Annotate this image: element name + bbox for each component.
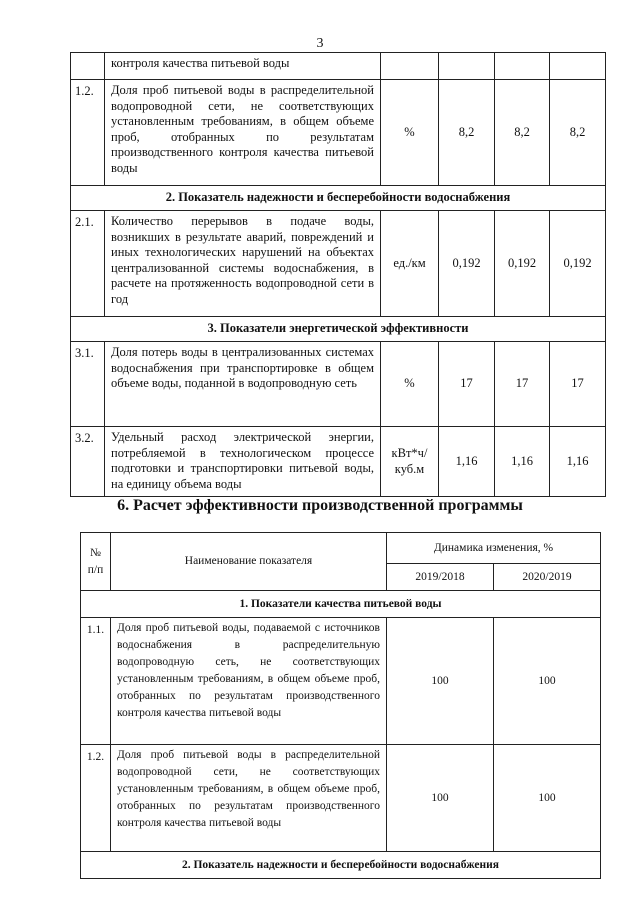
indicator-description: контроля качества питьевой воды <box>105 53 381 80</box>
value-cell <box>439 53 495 80</box>
table-row <box>71 211 606 317</box>
value-cell: 1,16 <box>439 427 495 497</box>
section-row <box>71 317 606 342</box>
page-number: 3 <box>316 36 324 51</box>
row-number: 1.1. <box>81 618 111 745</box>
value-cell: 8,2 <box>439 80 495 186</box>
section-title: 6. Расчет эффективности производственной программы <box>117 497 523 514</box>
row-number <box>71 53 105 80</box>
value-cell: 0,192 <box>550 211 606 317</box>
value-cell: 100 <box>494 618 601 745</box>
unit-cell: % <box>381 342 439 427</box>
table-row <box>71 427 606 497</box>
value-cell: 100 <box>387 745 494 852</box>
header-period: 2020/2019 <box>494 564 601 591</box>
efficiency-table <box>80 532 601 879</box>
header-number: № п/п <box>81 533 111 591</box>
indicator-description: Доля потерь воды в централизованных системах водоснабжения при транспортировке в общем объеме воды, поданной в водопроводную сеть <box>105 342 381 427</box>
indicator-description: Доля проб питьевой воды в распределительной водопроводной сети, не соответствующих установленным требованиям, в общем объеме проб, отобранных по результатам производственного контроля качества питьевой воды <box>111 745 387 852</box>
section-row <box>71 186 606 211</box>
value-cell <box>550 53 606 80</box>
indicator-description: Удельный расход электрической энергии, потребляемой в технологическом процессе подготовки и транспортировки питьевой воды, на единицу объема воды <box>105 427 381 497</box>
indicator-description: Количество перерывов в подаче воды, возникших в результате аварий, повреждений и иных технологических нарушений на объектах централизованной системы водоснабжения, в расчете на протяженность водопроводной сети в год <box>105 211 381 317</box>
row-number: 3.2. <box>71 427 105 497</box>
unit-cell <box>381 53 439 80</box>
section-row <box>81 591 601 618</box>
value-cell: 17 <box>495 342 550 427</box>
section-heading: 2. Показатель надежности и бесперебойности водоснабжения <box>71 186 606 211</box>
section-heading: 1. Показатели качества питьевой воды <box>81 591 601 618</box>
section-heading: 3. Показатели энергетической эффективности <box>71 317 606 342</box>
row-number: 3.1. <box>71 342 105 427</box>
value-cell: 17 <box>439 342 495 427</box>
section-heading: 2. Показатель надежности и бесперебойности водоснабжения <box>81 852 601 879</box>
table-row <box>71 342 606 427</box>
unit-cell: кВт*ч/ куб.м <box>381 427 439 497</box>
value-cell: 0,192 <box>439 211 495 317</box>
value-cell: 1,16 <box>550 427 606 497</box>
table-row <box>71 53 606 80</box>
value-cell: 100 <box>494 745 601 852</box>
table-row <box>81 745 601 852</box>
header-period: 2019/2018 <box>387 564 494 591</box>
section-row <box>81 852 601 879</box>
value-cell: 8,2 <box>495 80 550 186</box>
table-row <box>71 80 606 186</box>
value-cell: 8,2 <box>550 80 606 186</box>
unit-cell: % <box>381 80 439 186</box>
unit-cell: ед./км <box>381 211 439 317</box>
value-cell <box>495 53 550 80</box>
value-cell: 17 <box>550 342 606 427</box>
value-cell: 100 <box>387 618 494 745</box>
header-dynamics: Динамика изменения, % <box>387 533 601 564</box>
indicator-description: Доля проб питьевой воды, подаваемой с источников водоснабжения в распределительную водопроводную сеть, не соответствующих установленным требованиям, в общем объеме проб, отобранных по результатам производственного контроля качества питьевой воды <box>111 618 387 745</box>
row-number: 2.1. <box>71 211 105 317</box>
value-cell: 0,192 <box>495 211 550 317</box>
row-number: 1.2. <box>81 745 111 852</box>
table-row <box>81 618 601 745</box>
indicators-table <box>70 52 606 497</box>
header-name: Наименование показателя <box>111 533 387 591</box>
indicator-description: Доля проб питьевой воды в распределительной водопроводной сети, не соответствующих установленным требованиям, в общем объеме проб, отобранных по результатам производственного контроля качества питьевой воды <box>105 80 381 186</box>
value-cell: 1,16 <box>495 427 550 497</box>
header-row <box>81 533 601 564</box>
row-number: 1.2. <box>71 80 105 186</box>
